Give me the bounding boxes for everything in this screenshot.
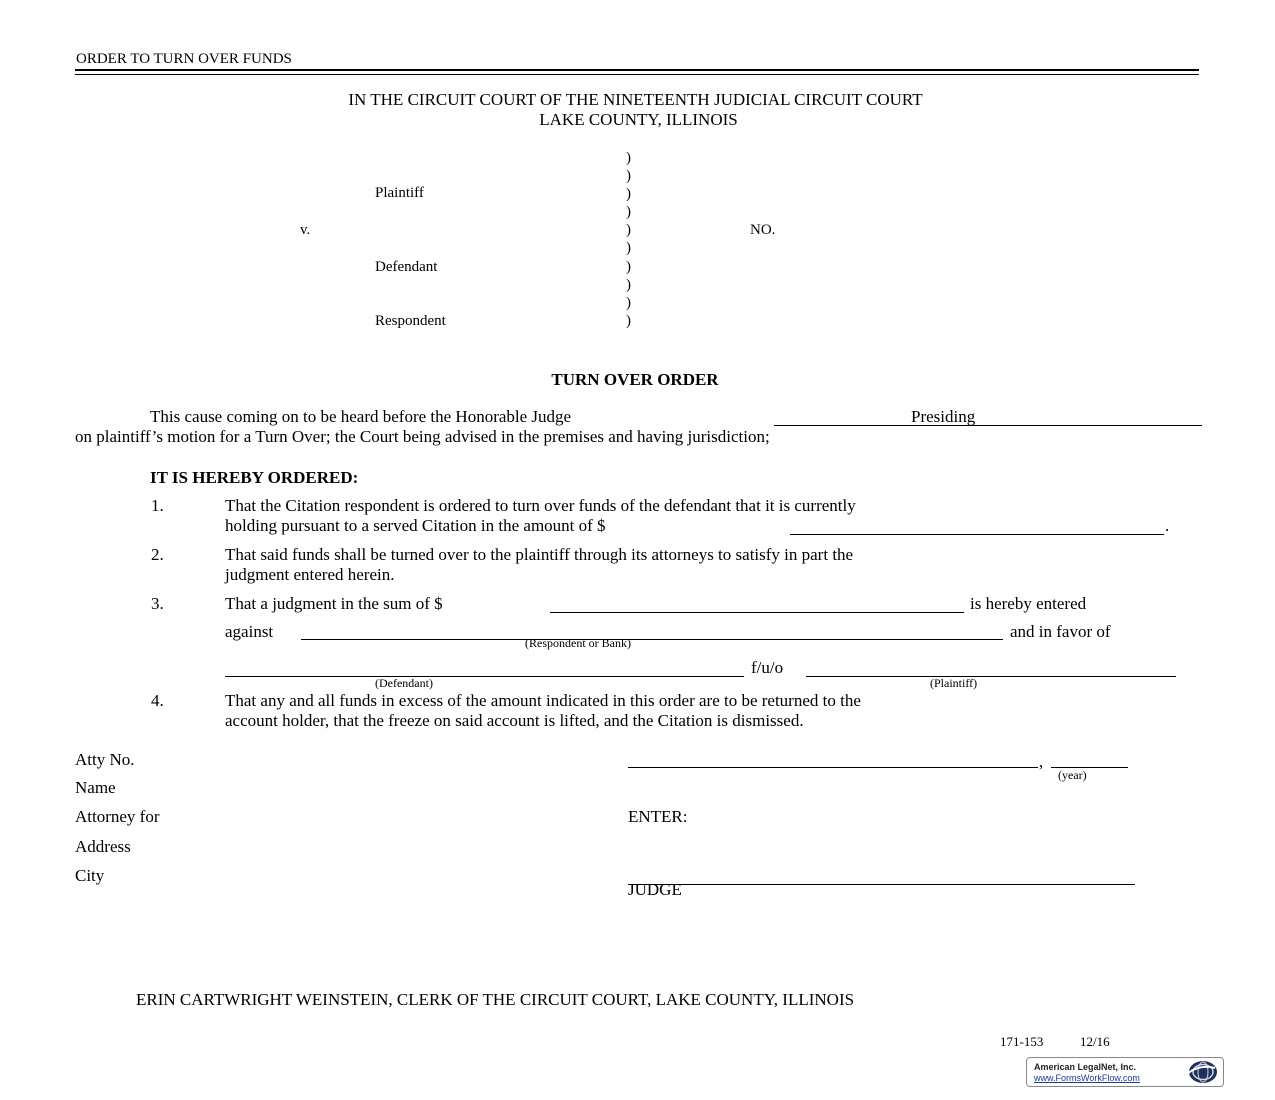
item-number: 1.	[151, 496, 164, 515]
item-3-text-end: is hereby entered	[970, 594, 1087, 613]
court-county: LAKE COUNTY, ILLINOIS	[539, 110, 738, 129]
address-label: Address	[75, 837, 131, 856]
presiding-label: Presiding	[911, 407, 976, 426]
respondent-caption: (Respondent or Bank)	[525, 636, 631, 650]
item-number: 4.	[151, 691, 164, 710]
intro-text-continued: on plaintiff’s motion for a Turn Over; the Court being advised in the premises and having jurisdiction;	[75, 427, 770, 446]
item-2-text: That said funds shall be turned over to the plaintiff through its attorneys to satisfy in part the	[225, 545, 854, 564]
caption-divider: )	[626, 277, 631, 293]
item-4-text: That any and all funds in excess of the amount indicated in this order are to be returned to the	[225, 691, 861, 710]
caption-divider: )	[626, 295, 631, 311]
caption-divider: )	[626, 259, 631, 275]
atty-no-label: Atty No.	[75, 750, 135, 769]
form-number: 171-153	[1000, 1034, 1044, 1049]
publisher-name: American LegalNet, Inc.	[1034, 1062, 1137, 1072]
item-number: 2.	[151, 545, 164, 564]
plaintiff-label: Plaintiff	[375, 185, 424, 201]
fuo-label: f/u/o	[751, 658, 784, 677]
city-label: City	[75, 866, 105, 885]
against-label: against	[225, 622, 274, 641]
respondent-label: Respondent	[375, 313, 446, 329]
in-favor-label: and in favor of	[1010, 622, 1111, 641]
defendant-label: Defendant	[375, 259, 438, 275]
item-number: 3.	[151, 594, 164, 613]
clerk-line: ERIN CARTWRIGHT WEINSTEIN, CLERK OF THE CIRCUIT COURT, LAKE COUNTY, ILLINOIS	[136, 990, 855, 1009]
publisher-url[interactable]: www.FormsWorkFlow.com	[1034, 1073, 1140, 1083]
plaintiff-line[interactable]	[806, 676, 1176, 677]
form-revision: 12/16	[1080, 1034, 1110, 1049]
respondent-bank-line[interactable]	[301, 639, 1003, 640]
defendant-caption: (Defendant)	[375, 676, 433, 690]
item-3-text: That a judgment in the sum of $	[225, 594, 443, 613]
judge-name-line[interactable]	[774, 425, 1202, 426]
court-name: IN THE CIRCUIT COURT OF THE NINETEENTH JUDICIAL CIRCUIT COURT	[348, 90, 923, 109]
item-1-period: .	[1165, 516, 1170, 535]
plaintiff-caption: (Plaintiff)	[930, 676, 978, 690]
name-label: Name	[75, 778, 116, 797]
publisher-badge[interactable]	[1026, 1057, 1224, 1087]
item-2-text-continued: judgment entered herein.	[225, 565, 395, 584]
caption-divider: )	[626, 168, 631, 184]
turnover-amount-line[interactable]	[790, 534, 1164, 535]
case-number-label: NO.	[750, 222, 776, 238]
header-rule-thin	[75, 74, 1199, 75]
caption-divider: )	[626, 222, 631, 238]
order-title: TURN OVER ORDER	[551, 370, 719, 389]
caption-divider: )	[626, 313, 631, 329]
publisher-globe-icon	[1185, 1060, 1219, 1084]
judgment-amount-line[interactable]	[550, 612, 964, 613]
caption-divider: )	[626, 186, 631, 202]
item-4-text-continued: account holder, that the freeze on said account is lifted, and the Citation is dismissed.	[225, 711, 804, 730]
form-title: ORDER TO TURN OVER FUNDS	[76, 51, 292, 67]
defendant-line[interactable]	[225, 676, 744, 677]
versus-label: v.	[300, 222, 311, 238]
caption-divider: )	[626, 150, 631, 166]
ordered-heading: IT IS HEREBY ORDERED:	[150, 468, 359, 487]
judge-signature-line[interactable]	[628, 884, 1135, 885]
caption-divider: )	[626, 240, 631, 256]
attorney-for-label: Attorney for	[75, 807, 160, 826]
intro-text: This cause coming on to be heard before the Honorable Judge	[150, 407, 572, 426]
enter-label: ENTER:	[628, 807, 688, 826]
header-rule-thick	[75, 69, 1199, 71]
caption-divider: )	[626, 204, 631, 220]
date-comma: ,	[1039, 752, 1044, 771]
date-line[interactable]	[628, 767, 1038, 768]
judge-label: JUDGE	[628, 880, 682, 899]
year-caption: (year)	[1058, 768, 1087, 782]
item-1-text-continued: holding pursuant to a served Citation in the amount of $	[225, 516, 606, 535]
item-1-text: That the Citation respondent is ordered to turn over funds of the defendant that it is currently	[225, 496, 856, 515]
